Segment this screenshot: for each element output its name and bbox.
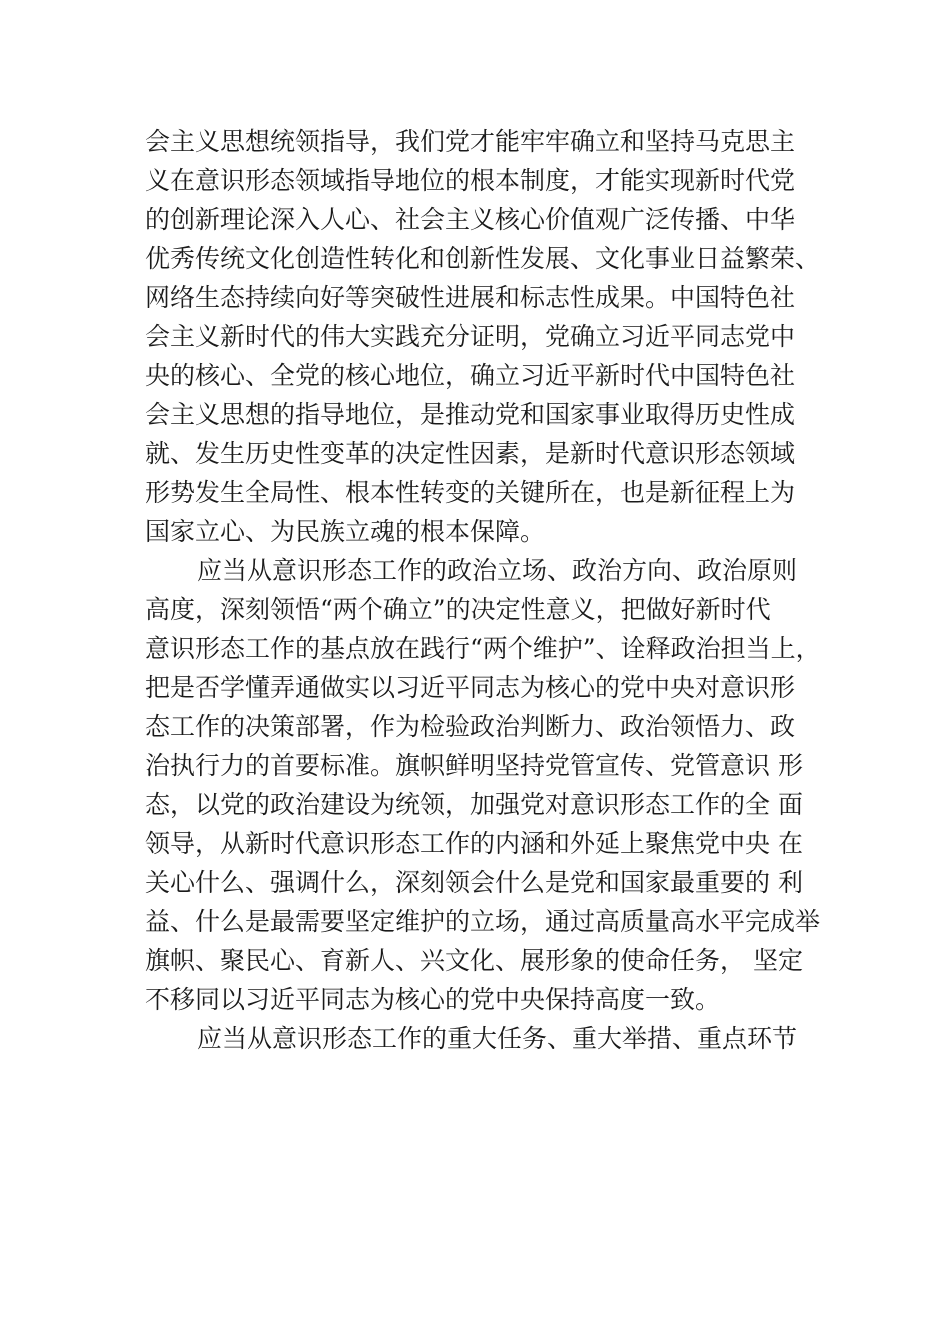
body-text [145,122,835,1058]
text-line: 央的核心、全党的核心地位，确立习近平新时代中国特色社 [145,361,796,390]
paragraph-first-line: 应当从意识形态工作的政治立场、政治方向、政治原则 [197,556,798,585]
text-line: 态工作的决策部署，作为检验政治判断力、政治领悟力、政 [145,712,796,741]
text-line: 优秀传统文化创造性转化和创新性发展、文化事业日益繁荣、 [145,244,821,273]
text-line: 关心什么、强调什么，深刻领会什么是党和国家最重要的 利 [145,868,803,897]
paragraph-first-line: 应当从意识形态工作的重大任务、重大举措、重点环节 [197,1024,798,1053]
text-line: 意识形态工作的基点放在践行“两个维护”、诠释政治担当上， [145,634,821,663]
text-line: 把是否学懂弄通做实以习近平同志为核心的党中央对意识形 [145,673,796,702]
text-line: 会主义思想的指导地位，是推动党和国家事业取得历史性成 [145,400,796,429]
text-line: 领导，从新时代意识形态工作的内涵和外延上聚焦党中央 在 [145,829,803,858]
text-line: 的创新理论深入人心、社会主义核心价值观广泛传播、中华 [145,205,796,234]
text-line: 不移同以习近平同志为核心的党中央保持高度一致。 [145,985,721,1014]
text-line: 网络生态持续向好等突破性进展和标志性成果。中国特色社 [145,283,796,312]
text-line: 旗帜、聚民心、育新人、兴文化、展形象的使命任务， 坚定 [145,946,803,975]
text-line: 形势发生全局性、根本性转变的关键所在，也是新征程上为 [145,478,796,507]
text-line: 高度，深刻领悟“两个确立”的决定性意义，把做好新时代 [145,595,771,624]
text-line: 益、什么是最需要坚定维护的立场，通过高质量高水平完成举 [145,907,821,936]
text-line: 会主义思想统领指导，我们党才能牢牢确立和坚持马克思主 [145,127,796,156]
text-line: 治执行力的首要标准。旗帜鲜明坚持党管宣传、党管意识 形 [145,751,803,780]
text-line: 态，以党的政治建设为统领，加强党对意识形态工作的全 面 [145,790,803,819]
text-line: 会主义新时代的伟大实践充分证明，党确立习近平同志党中 [145,322,796,351]
text-line: 就、发生历史性变革的决定性因素，是新时代意识形态领域 [145,439,796,468]
text-line: 国家立心、为民族立魂的根本保障。 [145,517,546,546]
text-line: 义在意识形态领域指导地位的根本制度，才能实现新时代党 [145,166,796,195]
